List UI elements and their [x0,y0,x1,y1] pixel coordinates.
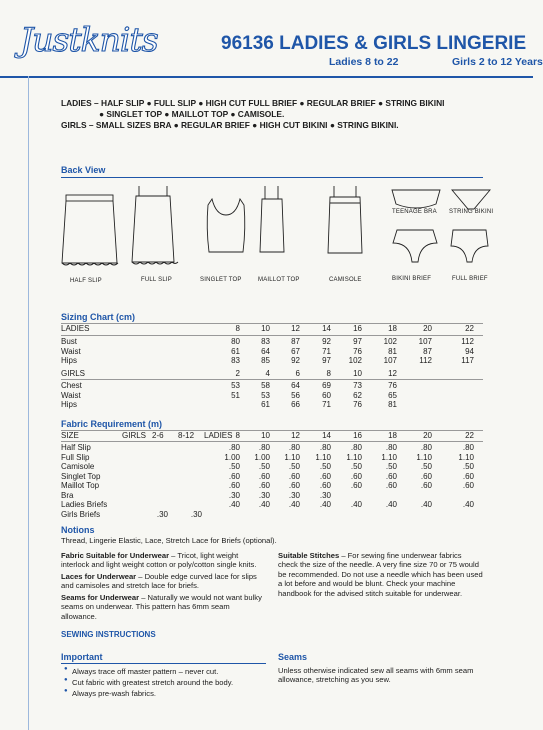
fabric-ladies-value: 1.00 [224,452,240,462]
girls-measure-value: 65 [388,390,397,400]
fabric-ladies-value: .40 [420,500,432,509]
back-view-heading: Back View [61,165,106,175]
ladies-header-rule [61,335,483,336]
fabric-row-label: Full Slip [61,452,90,462]
singlet-top-drawing [207,199,245,252]
fabric-ladies-size: 22 [465,431,474,440]
fabric-girls-value: .30 [156,509,168,519]
fabric-ladies-value: .80 [228,443,240,452]
girls-measure-value: 73 [353,381,362,390]
bullet-icon: ● [64,666,68,672]
fabric-suitable-text: – Tricot, light weight interlock and light weight cotton or poly/cotton single knits. [61,551,257,570]
ladies-measure-label: Bust [61,337,78,346]
ladies-size-header: 22 [465,324,474,333]
ladies-measure-value: 87 [291,337,300,346]
girls-measure-label: Hips [61,400,78,409]
important-rule [61,663,266,664]
maillot-top-drawing [260,186,284,252]
girls-measure-value: 62 [353,390,362,400]
girls-measure-label: Waist [61,390,81,400]
fabric-ladies-value: .80 [258,443,270,452]
fabric-ladies-value: .30 [319,490,331,500]
fabric-ladies-value: .60 [258,471,270,481]
girls-measure-value: 81 [388,400,397,409]
girls-measure-value: 53 [261,390,270,400]
fabric-ladies-value: .80 [462,443,474,452]
girls-measure-value: 60 [322,390,331,400]
fabric-ladies-value: .60 [462,481,474,490]
fabric-ladies-value: .50 [462,462,474,471]
fabric-ladies-value: .80 [288,443,300,452]
ladies-size-header: 12 [291,324,300,333]
girls-measure-value: 53 [231,381,240,390]
fabric-girls-size: 2-6 [152,431,164,440]
fabric-ladies-value: .60 [385,481,397,490]
fabric-ladies-value: 1.10 [381,452,397,462]
fabric-ladies-value: .60 [288,471,300,481]
fabric-ladies-value: .80 [350,443,362,452]
camisole-drawing [328,186,362,253]
laces-title: Laces for Underwear [61,572,137,581]
fabric-ladies-value: .50 [385,462,397,471]
girls-size-header: 2 [235,369,240,378]
girls-measure-value: 66 [291,400,300,409]
girls-size-header: 4 [265,369,270,378]
girls-measure-label: Chest [61,381,82,390]
girls-measure-value: 76 [353,400,362,409]
important-heading: Important [61,652,103,662]
fabric-ladies-value: .50 [258,462,270,471]
fabric-ladies-size: 18 [388,431,397,440]
pattern-title: 96136 LADIES & GIRLS LINGERIE [221,33,527,54]
camisole-label: CAMISOLE [329,277,362,283]
fabric-ladies-value: 1.10 [315,452,331,462]
full-slip-label: FULL SLIP [141,277,172,283]
fabric-ladies-value: .60 [420,481,432,490]
fabric-ladies-value: .50 [420,462,432,471]
fabric-ladies-value: .30 [228,490,240,500]
brand-logo: Justknits [20,20,158,59]
ladies-measure-value: 92 [291,356,300,365]
fabric-row-label: Maillot Top [61,481,100,490]
fabric-ladies-value: .60 [258,481,270,490]
fabric-row-label: Camisole [61,462,95,471]
fabric-ladies-value: .40 [288,500,300,509]
girls-styles-line: GIRLS – SMALL SIZES BRA ● REGULAR BRIEF ● HIGH CUT BIKINI ● STRING BIKINI. [61,120,399,130]
teenage-bra-label: TEENAGE BRA [392,209,437,215]
fabric-ladies-size: 8 [235,431,240,440]
fabric-ladies-value: 1.10 [416,452,432,462]
string-bikini-drawing [452,190,490,209]
important-bullet-text: Always pre-wash fabrics. [72,689,156,698]
girls-size-header: 6 [295,369,300,378]
teenage-bra-drawing [392,190,440,208]
fabric-ladies-size: 16 [353,431,362,440]
fabric-ladies-value: 1.10 [284,452,300,462]
fabric-row-label: Half Slip [61,443,91,452]
sewing-instructions-heading: SEWING INSTRUCTIONS [61,630,156,639]
fabric-row-label: Ladies Briefs [61,500,108,509]
fabric-ladies-value: .40 [228,500,240,509]
ladies-size-header: 10 [261,324,270,333]
fabric-ladies-size: 20 [423,431,432,440]
fabric-girls-label: GIRLS [122,431,147,440]
ladies-measure-value: 85 [261,356,270,365]
fabric-ladies-value: .50 [228,462,240,471]
stitches-paragraph [278,551,483,598]
full-slip-drawing [132,186,178,264]
fabric-ladies-value: .80 [385,443,397,452]
fabric-ladies-size: 14 [322,431,331,440]
fabric-ladies-value: .60 [350,471,362,481]
girls-measure-value: 51 [231,390,240,400]
string-bikini-label: STRING BIKINI [449,209,494,215]
ladies-measure-value: 112 [419,356,432,365]
fabric-ladies-value: .60 [319,471,331,481]
seams-text: Unless otherwise indicated sew all seams with 6mm seam allowance, stretching as you sew. [278,666,474,685]
ladies-measure-value: 67 [291,346,300,356]
fabric-ladies-value: .60 [350,481,362,490]
fabric-ladies-value: .80 [420,443,432,452]
girls-measure-value: 56 [291,390,300,400]
fabric-ladies-value: .50 [319,462,331,471]
fabric-ladies-value: .60 [319,481,331,490]
ladies-measure-value: 94 [465,346,474,356]
notions-text: Thread, Lingerie Elastic, Lace, Stretch Lace for Briefs (optional). [61,536,277,545]
ladies-measure-value: 71 [322,346,331,356]
fabric-ladies-value: .60 [420,471,432,481]
fabric-ladies-value: .80 [319,443,331,452]
girls-measure-value: 64 [291,381,300,390]
ladies-size-header: 16 [353,324,362,333]
ladies-size-header: 8 [235,324,240,333]
fabric-suitable-paragraph [61,551,266,570]
ladies-size-header: 20 [423,324,432,333]
fabric-size-label: SIZE [61,431,79,440]
ladies-measure-value: 76 [353,346,362,356]
ladies-measure-value: 102 [383,337,397,346]
fabric-ladies-size: 12 [291,431,300,440]
fabric-ladies-value: .60 [228,471,240,481]
ladies-styles-line-2: ● SINGLET TOP ● MAILLOT TOP ● CAMISOLE. [99,109,285,119]
seams-underwear-paragraph [61,593,266,621]
fabric-ladies-value: .40 [385,500,397,509]
fabric-row-label: Girls Briefs [61,509,101,519]
stitches-title: Suitable Stitches [278,551,340,560]
half-slip-label: HALF SLIP [70,278,102,284]
bullet-icon: ● [64,677,68,683]
girls-measure-value: 58 [261,381,270,390]
fabric-ladies-value: 1.00 [254,452,270,462]
ladies-measure-value: 83 [231,356,240,365]
bikini-brief-drawing [393,230,437,262]
fabric-girls-size: 8-12 [178,431,195,440]
full-brief-label: FULL BRIEF [452,276,488,282]
sizing-chart-heading: Sizing Chart (cm) [61,312,136,322]
ladies-measure-value: 64 [261,346,270,356]
girls-size-header: 10 [353,369,362,378]
ladies-size-header: 18 [388,324,397,333]
ladies-size-header: 14 [322,324,331,333]
fabric-ladies-value: .60 [385,471,397,481]
ladies-measure-value: 117 [461,356,474,365]
fabric-ladies-value: .50 [350,462,362,471]
ladies-label: LADIES [61,324,90,333]
half-slip-drawing [62,195,118,265]
fabric-ladies-value: 1.10 [458,452,474,462]
fabric-ladies-value: .40 [319,500,331,509]
girls-size-range: Girls 2 to 12 Years [452,56,543,68]
fabric-header-rule [61,441,483,442]
girls-measure-value: 61 [261,400,270,409]
ladies-measure-value: 97 [353,337,362,346]
seams-heading: Seams [278,652,308,662]
fabric-suitable-title: Fabric Suitable for Underwear [61,551,170,560]
fabric-ladies-value: .60 [462,471,474,481]
fabric-ladies-value: .40 [462,500,474,509]
girls-header-rule [61,379,483,380]
fabric-ladies-value: .60 [228,481,240,490]
ladies-measure-value: 102 [348,356,362,365]
ladies-measure-value: 97 [322,356,331,365]
fabric-ladies-value: .30 [288,490,300,500]
ladies-measure-value: 83 [261,337,270,346]
ladies-styles-line-1: LADIES – HALF SLIP ● FULL SLIP ● HIGH CUT FULL BRIEF ● REGULAR BRIEF ● STRING BIKINI [61,98,445,108]
ladies-measure-value: 92 [322,337,331,346]
ladies-size-range: Ladies 8 to 22 [329,56,399,68]
girls-measure-value: 76 [388,381,397,390]
fabric-ladies-value: .50 [288,462,300,471]
fabric-row-label: Singlet Top [61,471,101,481]
fabric-ladies-size: 10 [261,431,270,440]
fabric-ladies-value: .40 [350,500,362,509]
important-bullet-text: Always trace off master pattern – never cut. [72,667,219,676]
seams-underwear-text: – Naturally we would not want bulky seams on underwear. This pattern has 6mm seam allowance. [61,593,262,621]
girls-label: GIRLS [61,369,86,378]
fabric-girls-value: .30 [190,509,202,519]
ladies-measure-label: Hips [61,356,78,365]
girls-size-header: 8 [326,369,331,378]
laces-paragraph [61,572,266,591]
ladies-measure-value: 107 [383,356,397,365]
fabric-requirement-heading: Fabric Requirement (m) [61,419,163,429]
ladies-measure-label: Waist [61,346,81,356]
girls-measure-value: 69 [322,381,331,390]
fabric-ladies-label: LADIES [204,431,233,440]
ladies-measure-value: 61 [231,346,240,356]
ladies-measure-value: 112 [461,337,474,346]
singlet-top-label: SINGLET TOP [200,277,242,283]
seams-underwear-title: Seams for Underwear [61,593,140,602]
notions-heading: Notions [61,525,95,535]
full-brief-drawing [451,230,488,262]
fabric-ladies-value: 1.10 [346,452,362,462]
fabric-ladies-value: .60 [288,481,300,490]
bikini-brief-label: BIKINI BRIEF [392,276,432,282]
girls-measure-value: 71 [322,400,331,409]
girls-size-header: 12 [388,369,397,378]
fabric-row-label: Bra [61,490,74,500]
laces-text: – Double edge curved lace for slips and camisoles and stretch lace for briefs. [61,572,257,591]
bullet-icon: ● [64,688,68,694]
maillot-top-label: MAILLOT TOP [258,277,300,283]
important-bullet-text: Cut fabric with greatest stretch around the body. [72,678,234,687]
ladies-measure-value: 87 [423,346,432,356]
ladies-measure-value: 107 [418,337,432,346]
stitches-text: – For sewing fine underwear fabrics check the size of the needle. A very fine size 70 or 75 would be recommended. Do not use a needle which has been used a lot before and would be blunt. Check your machine handbook for the advised stitch suitable for underwear. [278,551,483,598]
ladies-measure-value: 80 [231,337,240,346]
fabric-ladies-value: .30 [258,490,270,500]
ladies-measure-value: 81 [388,346,397,356]
fabric-ladies-value: .40 [258,500,270,509]
